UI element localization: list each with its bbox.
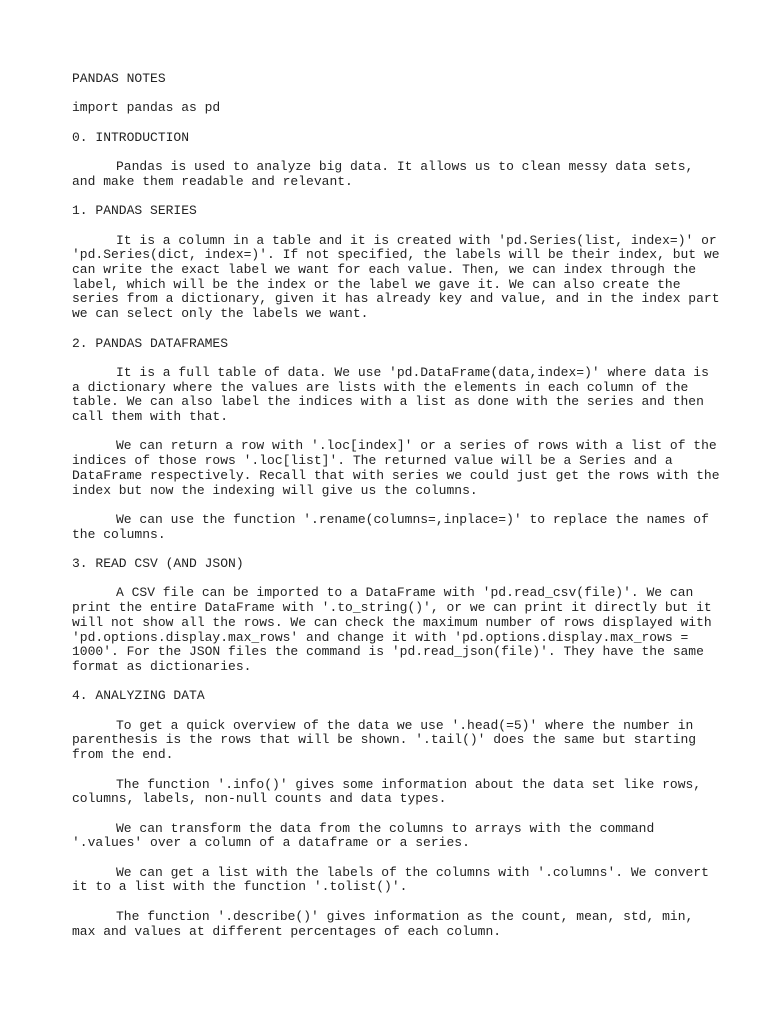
paragraph-line: index but now the indexing will give us the columns.: [72, 482, 478, 498]
paragraph-line: It is a column in a table and it is created with 'pd.Series(list, index=)' or: [116, 232, 717, 248]
paragraph-line: can write the exact label we want for each value. Then, we can index through the: [72, 262, 697, 278]
paragraph-line: call them with that.: [72, 409, 229, 425]
paragraph-line: 1000'. For the JSON files the command is 'pd.read_json(file)'. They have the same: [72, 644, 704, 660]
paragraph-line: To get a quick overview of the data we use '.head(=5)' where the number in: [116, 717, 694, 733]
paragraph-line: will not show all the rows. We can check the maximum number of rows displayed with: [72, 614, 712, 630]
paragraph-line: a dictionary where the values are lists with the elements in each column of the: [72, 379, 689, 395]
paragraph: [72, 910, 712, 939]
section-heading-analyzing-data: [72, 689, 712, 704]
paragraph-line: The function '.describe()' gives information as the count, mean, std, min,: [116, 908, 694, 924]
paragraph-line: table. We can also label the indices with a list as done with the series and then: [72, 394, 704, 410]
paragraph: [72, 513, 712, 542]
paragraph-line: The function '.info()' gives some information about the data set like rows,: [116, 776, 702, 792]
paragraph-line: It is a full table of data. We use 'pd.DataFrame(data,index=)' where data is: [116, 364, 709, 380]
section-heading: 3. READ CSV (AND JSON): [72, 556, 244, 572]
paragraph: [72, 586, 712, 674]
paragraph-line: We can return a row with '.loc[index]' or a series of rows with a list of the: [116, 438, 717, 454]
section-heading-pandas-dataframes: [72, 337, 712, 352]
paragraph: [72, 719, 712, 763]
paragraph-line: 'pd.Series(dict, index=)'. If not specified, the labels will be their index, but we: [72, 247, 720, 263]
paragraph-line: indices of those rows '.loc[list]'. The returned value will be a Series and a: [72, 453, 673, 469]
section-heading-read-csv: [72, 557, 712, 572]
paragraph: [72, 366, 712, 425]
paragraph: [72, 822, 712, 851]
paragraph-line: We can transform the data from the columns to arrays with the command: [116, 820, 655, 836]
paragraph-line: parenthesis is the rows that will be shown. '.tail()' does the same but starting: [72, 732, 697, 748]
paragraph: [72, 866, 712, 895]
section-heading: 2. PANDAS DATAFRAMES: [72, 335, 229, 351]
paragraph-line: print the entire DataFrame with '.to_string()', or we can print it directly but it: [72, 600, 712, 616]
section-heading-pandas-series: [72, 204, 712, 219]
section-heading: 0. INTRODUCTION: [72, 129, 190, 145]
section-heading-introduction: [72, 131, 712, 146]
paragraph-line: A CSV file can be imported to a DataFrame with 'pd.read_csv(file)'. We can: [116, 585, 694, 601]
paragraph-line: label, which will be the index or the label we gave it. We can also create the: [72, 276, 681, 292]
import-line: import pandas as pd: [72, 100, 221, 116]
paragraph-line: the columns.: [72, 526, 166, 542]
paragraph-line: DataFrame respectively. Recall that with series we could just get the rows with the: [72, 467, 720, 483]
paragraph-line: We can get a list with the labels of the columns with '.columns'. We convert: [116, 864, 709, 880]
document-title: [72, 72, 712, 87]
section-heading: 1. PANDAS SERIES: [72, 203, 197, 219]
paragraph-line: '.values' over a column of a dataframe or a series.: [72, 835, 470, 851]
import-statement: [72, 101, 712, 116]
paragraph: [72, 438, 720, 498]
title-line: PANDAS NOTES: [72, 71, 166, 86]
paragraph-line: series from a dictionary, given it has already key and value, and in the index part: [72, 291, 720, 307]
paragraph: [72, 778, 712, 807]
paragraph-line: from the end.: [72, 747, 174, 763]
paragraph: [72, 232, 720, 322]
paragraph-line: Pandas is used to analyze big data. It allows us to clean messy data sets,: [116, 159, 694, 175]
paragraph-line: format as dictionaries.: [72, 658, 252, 674]
paragraph-line: 'pd.options.display.max_rows' and change it with 'pd.options.display.max_rows =: [72, 629, 689, 645]
section-heading: 4. ANALYZING DATA: [72, 688, 205, 704]
paragraph: [72, 160, 712, 189]
paragraph-line: and make them readable and relevant.: [72, 173, 353, 189]
paragraph-line: max and values at different percentages of each column.: [72, 923, 502, 939]
paragraph-line: we can select only the labels we want.: [72, 306, 369, 322]
paragraph-line: We can use the function '.rename(columns=,inplace=)' to replace the names of: [116, 511, 709, 527]
paragraph-line: columns, labels, non-null counts and data types.: [72, 791, 447, 807]
paragraph-line: it to a list with the function '.tolist()'.: [72, 879, 408, 895]
document-page: [72, 71, 720, 954]
